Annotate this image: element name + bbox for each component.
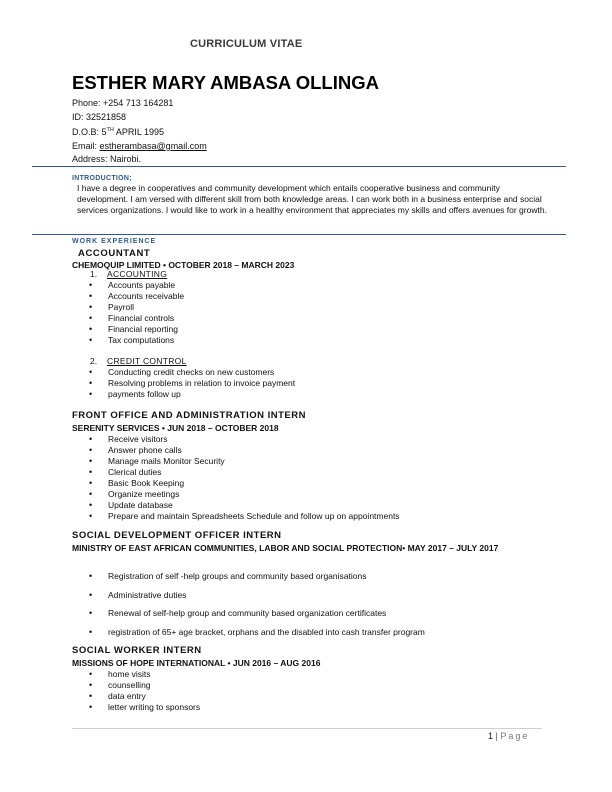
page-label: Page	[500, 731, 530, 741]
list-item: • letter writing to sponsors	[0, 702, 200, 713]
document-title: CURRICULUM VITAE	[190, 38, 303, 50]
list-item: • Financial reporting	[0, 324, 184, 335]
job-title: SOCIAL DEVELOPMENT OFFICER INTERN	[72, 530, 282, 541]
list-item: • Payroll	[0, 302, 184, 313]
job-title: ACCOUNTANT	[78, 248, 151, 259]
id-number: ID: 32521858	[72, 111, 127, 122]
list-item: • Receive visitors	[0, 434, 400, 445]
footer-divider	[72, 728, 542, 729]
bullet-list	[0, 669, 200, 713]
email: Email: estherambasa@gmail.com	[72, 140, 207, 151]
list-item: • Manage mails Monitor Security	[0, 456, 400, 467]
list-item: • Accounts payable	[0, 280, 184, 291]
phone: Phone: +254 713 164281	[72, 98, 174, 108]
list-item: • Resolving problems in relation to invoice payment	[0, 378, 295, 389]
address: Address: Nairobi.	[72, 154, 142, 165]
introduction-label: INTRODUCTION;	[72, 175, 132, 182]
list-item: • Accounts receivable	[0, 291, 184, 302]
bullet-list	[0, 367, 295, 400]
list-item: • Financial controls	[0, 313, 184, 324]
sub-heading: 1. ACCOUNTING	[90, 269, 168, 279]
list-item: • Tax computations	[0, 335, 184, 346]
date-of-birth: D.O.B: 5TH APRIL 1995	[72, 127, 165, 138]
job-title: SOCIAL WORKER INTERN	[72, 645, 202, 656]
contact-block	[72, 97, 207, 167]
job-company: SERENITY SERVICES • JUN 2018 – OCTOBER 2018	[72, 423, 279, 433]
list-item: • Renewal of self-help group and community based organization certificates	[0, 604, 425, 623]
list-item: • Administrative duties	[0, 586, 425, 605]
page-number: 1	[488, 731, 494, 741]
bullet-list	[0, 434, 400, 522]
job-title: FRONT OFFICE AND ADMINISTRATION INTERN	[72, 410, 306, 421]
page-footer: 1 | Page	[488, 731, 530, 741]
sub-heading: 2. CREDIT CONTROL	[90, 356, 187, 366]
list-item: • Prepare and maintain Spreadsheets Schedule and follow up on appointments	[0, 511, 400, 522]
list-item: • Clerical duties	[0, 467, 400, 478]
divider	[32, 234, 566, 235]
list-item: • home visits	[0, 669, 200, 680]
divider	[32, 166, 566, 167]
job-company: MINISTRY OF EAST AFRICAN COMMUNITIES, LABOR AND SOCIAL PROTECTION• MAY 2017 – JULY 2017	[72, 543, 499, 553]
introduction-text: I have a degree in cooperatives and community development which entails cooperative business and community development. I am versed with different skill from both knowledge areas. I can work both in a business enterprise and social services organizations. I would like to work in a healthy environment that appreciates my skills and offers avenues for growth.	[77, 183, 547, 215]
bullet-list	[0, 280, 184, 346]
email-link[interactable]: estherambasa@gmail.com	[99, 140, 207, 151]
list-item: • Registration of self -help groups and community based organisations	[0, 567, 425, 586]
list-item: • Update database	[0, 500, 400, 511]
job-company: MISSIONS OF HOPE INTERNATIONAL • JUN 2016 – AUG 2016	[72, 658, 321, 668]
job-company: CHEMOQUIP LIMITED • OCTOBER 2018 – MARCH 2023	[72, 260, 295, 270]
list-item: • Conducting credit checks on new customers	[0, 367, 295, 378]
list-item: • registration of 65+ age bracket, orphans and the disabled into cash transfer program	[0, 623, 425, 642]
list-item: • payments follow up	[0, 389, 295, 400]
bullet-list	[0, 567, 425, 641]
list-item: • data entry	[0, 691, 200, 702]
work-experience-label: WORK EXPERIENCE	[72, 238, 157, 245]
list-item: • Organize meetings	[0, 489, 400, 500]
list-item: • counselling	[0, 680, 200, 691]
list-item: • Answer phone calls	[0, 445, 400, 456]
list-item: • Basic Book Keeping	[0, 478, 400, 489]
candidate-name: ESTHER MARY AMBASA OLLINGA	[72, 72, 379, 93]
